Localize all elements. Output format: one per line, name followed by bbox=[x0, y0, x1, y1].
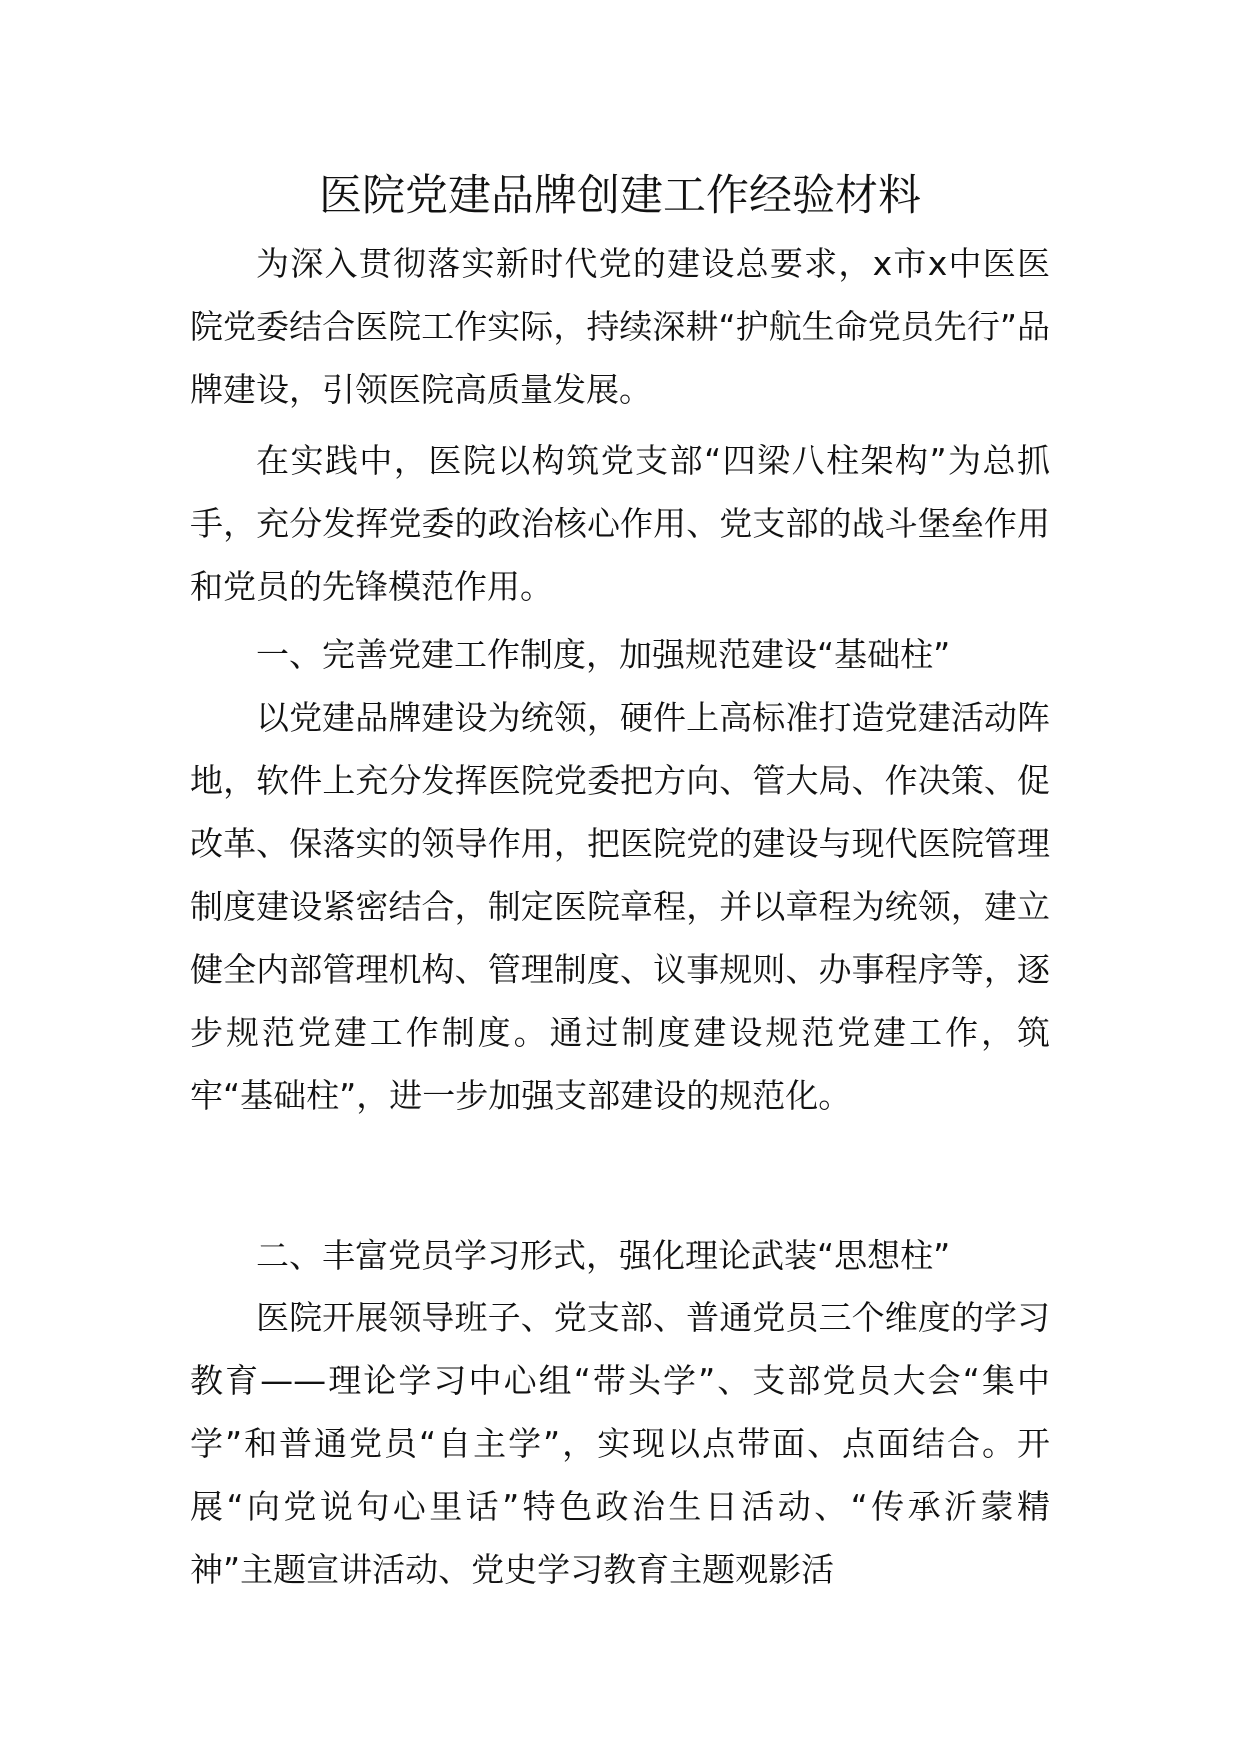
practice-paragraph: 在实践中，医院以构筑党支部“四梁八柱架构”为总抓手，充分发挥党委的政治核心作用、党支部的战斗堡垒作用和党员的先锋模范作用。 bbox=[190, 441, 1050, 606]
section-2-heading: 二、丰富党员学习形式，强化理论武装“思想柱” bbox=[256, 1236, 951, 1275]
section-1-body: 以党建品牌建设为统领，硬件上高标准打造党建活动阵地，软件上充分发挥医院党委把方向、管大局、作决策、促改革、保落实的领导作用，把医院党的建设与现代医院管理制度建设紧密结合，制定医院章程，并以章程为统领，建立健全内部管理机构、管理制度、议事规则、办事程序等，逐步规范党建工作制度。通过制度建设规范党建工作，筑牢“基础柱”，进一步加强支部建设的规范化。 bbox=[190, 698, 1050, 1115]
document-title: 医院党建品牌创建工作经验材料 bbox=[319, 171, 921, 221]
section-1-heading: 一、完善党建工作制度，加强规范建设“基础柱” bbox=[256, 635, 951, 674]
intro-paragraph: 为深入贯彻落实新时代党的建设总要求，x市x中医医院党委结合医院工作实际，持续深耕“护航生命党员先行”品牌建设，引领医院高质量发展。 bbox=[190, 244, 1050, 409]
section-2-body: 医院开展领导班子、党支部、普通党员三个维度的学习教育——理论学习中心组“带头学”、支部党员大会“集中学”和普通党员“自主学”，实现以点带面、点面结合。开展“向党说句心里话”特色政治生日活动、“传承沂蒙精神”主题宣讲活动、党史学习教育主题观影活 bbox=[190, 1298, 1050, 1589]
